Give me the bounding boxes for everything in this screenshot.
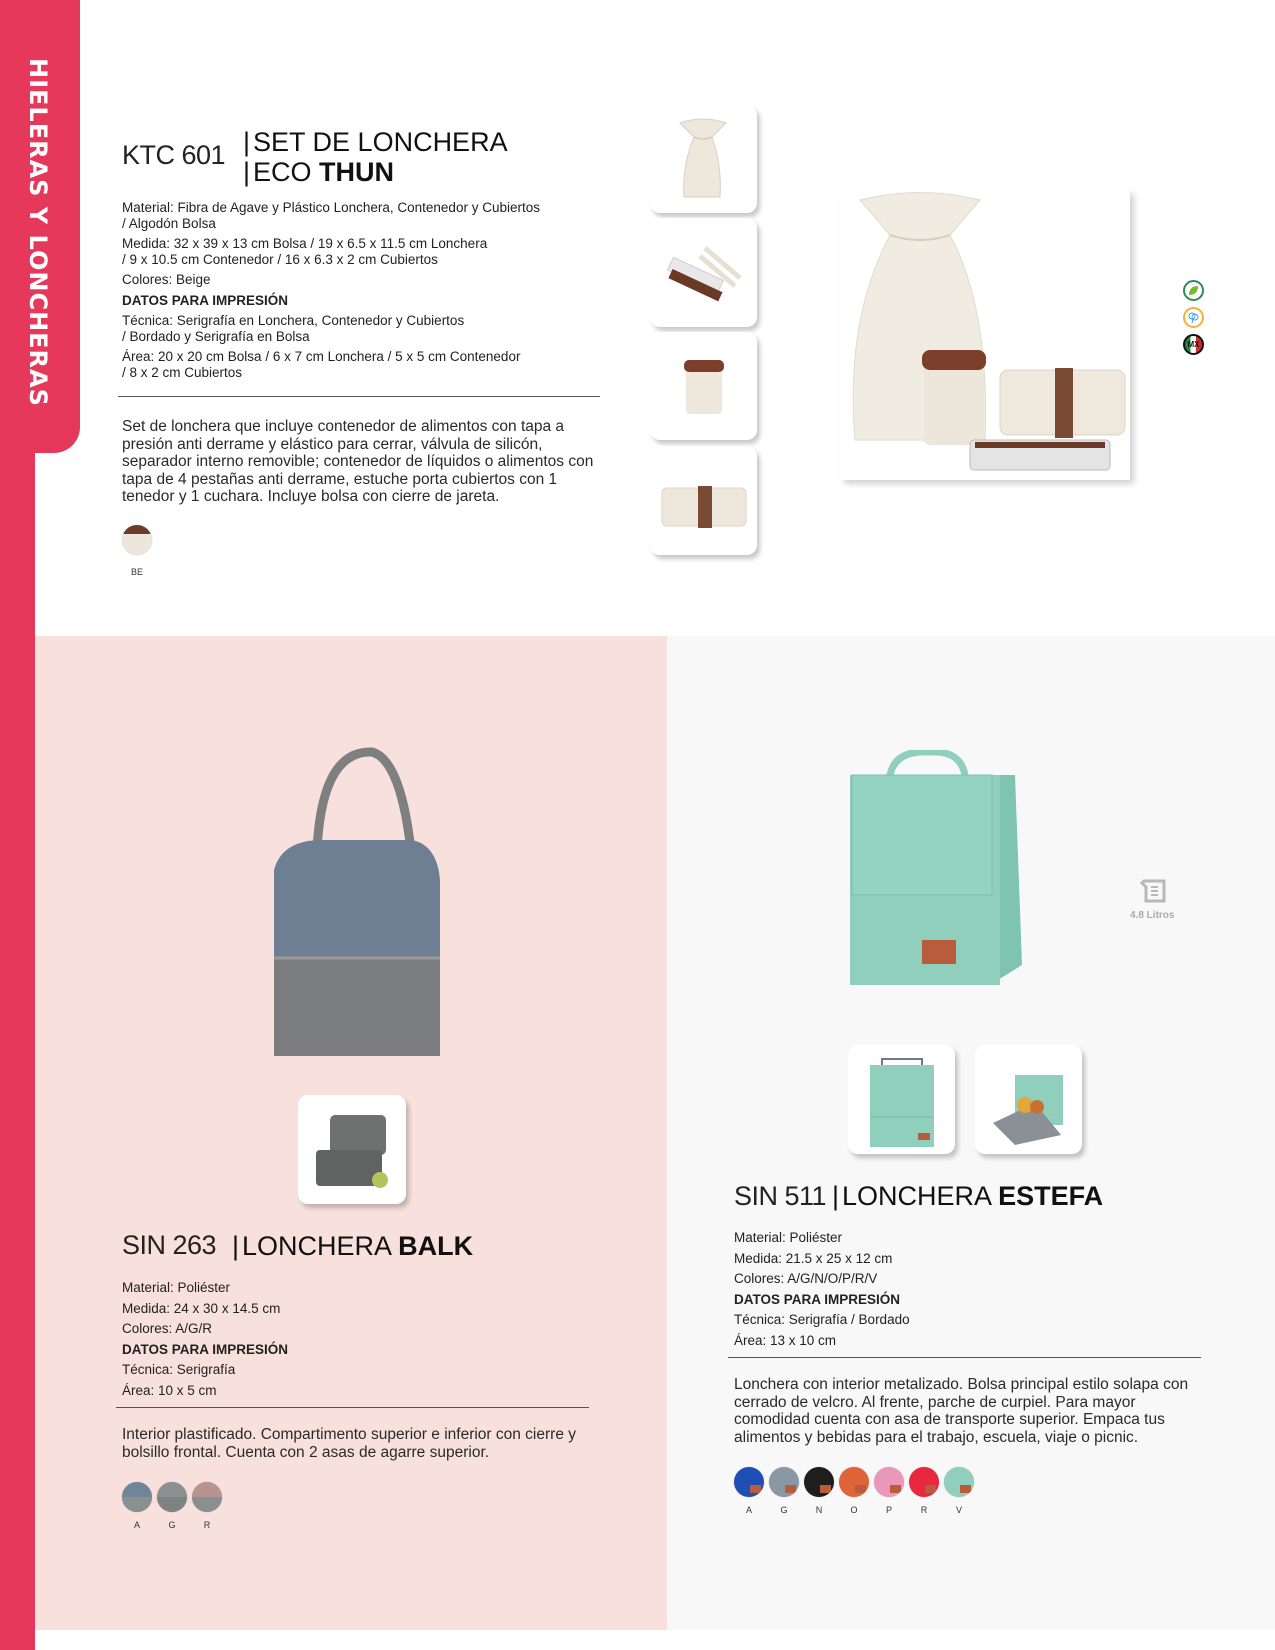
product-title-line2-regular: ECO [253,157,312,187]
made-in-mexico-icon: MX [1183,334,1204,355]
print-data-header: DATOS PARA IMPRESIÓN [122,292,289,308]
swatch-label: G [168,1520,176,1530]
swatch-label: R [203,1520,211,1530]
spec-material: Material: Poliéster [122,1280,231,1295]
color-swatch-p[interactable] [874,1467,904,1497]
section-title: HIELERAS Y LONCHERAS [24,58,52,407]
product-specs [122,200,602,385]
spec-colores: Colores: A/G/N/O/P/R/V [734,1271,878,1286]
print-data-header: DATOS PARA IMPRESIÓN [122,1341,289,1357]
product-description: Set de lonchera que incluye contenedor de alimentos con tapa a presión anti derrame y elástico para cerrar, válvula de silicón, separador interno removible; contenedor de líquidos o alimentos con tapa de 4 pestañas anti derrame, estuche porta cubiertos con 1 tenedor y 1 cuchara. Incluye bolsa con cierre de jareta. [122,418,594,505]
swatch-lid [122,525,152,534]
swatch-label: A [133,1520,140,1530]
eco-leaf-icon [1183,280,1204,301]
spec-colores: Colores: Beige [122,272,211,287]
product-title-regular: LONCHERA [242,1231,391,1261]
spec-area: Área: 10 x 5 cm [122,1382,217,1398]
product-title-bold: ESTEFA [998,1181,1104,1211]
cutlery-case-icon [650,218,757,327]
product-specs [122,1278,582,1401]
swatch-label: A [745,1505,752,1515]
spec-medida: Medida: 21.5 x 25 x 12 cm [734,1250,893,1266]
swatch-label: N [815,1505,823,1515]
color-swatch-g[interactable] [157,1482,187,1512]
color-swatch-g[interactable] [769,1467,799,1497]
spec-material-l2: / Algodón Bolsa [122,215,216,231]
volume-icon [1140,877,1168,905]
thumbnail-estefa-front[interactable] [848,1045,955,1154]
balk-bag-image [262,740,442,1065]
thumbnail-cutlery-case[interactable] [650,218,757,327]
liquid-container-icon [650,332,757,440]
product-title-bold: BALK [398,1231,474,1261]
swatch-label: BE [130,567,143,577]
food-container-icon [650,446,757,555]
spec-tecnica: Técnica: Serigrafía [122,1362,236,1377]
divider [728,1357,1201,1358]
spec-tecnica-l2: / Bordado y Serigrafía en Bolsa [122,328,310,344]
product-title: | LONCHERA BALK [232,1231,474,1261]
thumbnail-estefa-open[interactable] [975,1045,1082,1154]
cotton-icon [1183,307,1204,328]
thumbnail-liquid-container[interactable] [650,332,757,440]
product-description: Interior plastificado. Compartimento superior e inferior con cierre y bolsillo frontal. Cuenta con 2 asas de agarre superior. [122,1426,576,1461]
drawstring-bag-icon [650,105,757,213]
volume-label: 4.8 Litros [1130,910,1175,921]
lunch-set-image [840,190,1130,480]
product-code: SIN 511 [734,1181,827,1211]
spec-material: Material: Poliéster [734,1230,843,1245]
color-swatch-o[interactable] [839,1467,869,1497]
estefa-front-icon [848,1045,955,1154]
spec-medida-l2: / 9 x 10.5 cm Contenedor / 16 x 6.3 x 2 cm Cubiertos [122,251,438,267]
thumbnail-balk-open[interactable] [298,1095,406,1204]
color-swatch-a[interactable] [122,1482,152,1512]
product-title-line1: SET DE LONCHERA [253,127,508,157]
product-title-regular: LONCHERA [842,1181,991,1211]
color-swatch-be[interactable] [122,525,152,555]
main-product-photo [840,190,1130,480]
swatch-label: V [955,1505,962,1515]
spec-tecnica: Técnica: Serigrafía / Bordado [734,1312,910,1327]
spec-area-l1: Área: 20 x 20 cm Bolsa / 6 x 7 cm Lonchera / 5 x 5 cm Contenedor [122,349,521,364]
product-title-line2-bold: THUN [319,157,395,187]
print-data-header: DATOS PARA IMPRESIÓN [734,1291,901,1307]
product-description: Lonchera con interior metalizado. Bolsa principal estilo solapa con cerrado de velcro. Al frente, parche de curpiel. Para mayor comodidad cuenta con asa de transporte superior. Empaca tus alimentos y bebidas para el trabajo, escuela, viaje o picnic. [734,1376,1189,1446]
thumbnail-drawstring-bag[interactable] [650,105,757,213]
color-swatch-r[interactable] [192,1482,222,1512]
swatch-label: O [850,1505,858,1515]
swatch-label: P [885,1505,892,1515]
product-code: KTC 601 [122,140,226,170]
product-code: SIN 263 [122,1230,217,1260]
estefa-bag-image [840,750,1040,1010]
product-title: | LONCHERA ESTEFA [832,1181,1104,1211]
spec-tecnica-l1: Técnica: Serigrafía en Lonchera, Contenedor y Cubiertos [122,313,465,328]
spec-area-l2: / 8 x 2 cm Cubiertos [122,364,243,380]
swatch-label: R [920,1505,928,1515]
product-specs [734,1228,1194,1351]
estefa-open-icon [975,1045,1082,1154]
spec-material-l1: Material: Fibra de Agave y Plástico Lonchera, Contenedor y Cubiertos [122,200,540,215]
balk-open-icon [298,1095,406,1204]
divider [116,1407,589,1408]
thumbnail-food-container[interactable] [650,446,757,555]
spec-colores: Colores: A/G/R [122,1321,213,1336]
spec-medida: Medida: 24 x 30 x 14.5 cm [122,1300,281,1316]
spec-medida-l1: Medida: 32 x 39 x 13 cm Bolsa / 19 x 6.5 x 11.5 cm Lonchera [122,236,488,251]
product-title: | SET DE LONCHERA | ECO THUN [243,127,508,187]
color-swatch-n[interactable] [804,1467,834,1497]
swatch-label: G [780,1505,788,1515]
divider [118,396,600,397]
color-swatch-a[interactable] [734,1467,764,1497]
color-swatch-r[interactable] [909,1467,939,1497]
spec-area: Área: 13 x 10 cm [734,1332,837,1348]
color-swatch-v[interactable] [944,1467,974,1497]
